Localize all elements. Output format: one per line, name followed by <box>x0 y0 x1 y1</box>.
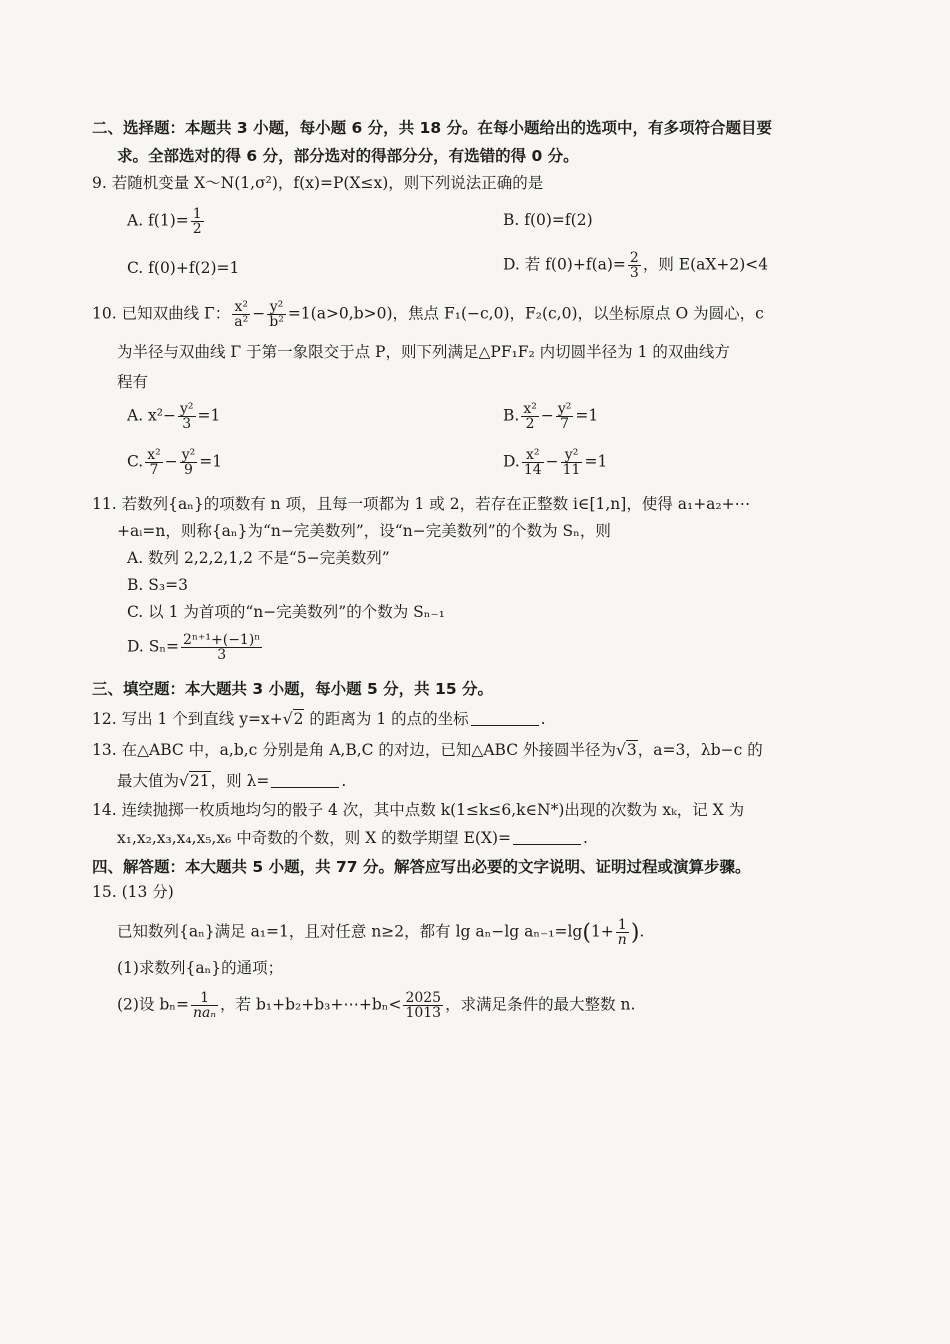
section-heading-multiple-choice: 二、选择题：本题共 3 小题，每小题 6 分，共 18 分。在每小题给出的选项中，有多项符合题目要 <box>92 119 773 137</box>
section-heading-multiple-choice-cont: 求。全部选对的得 6 分，部分选对的得部分分，有选错的得 0 分。 <box>117 147 579 165</box>
question-10-stem-cont: 为半径与双曲线 Γ 于第一象限交于点 P，则下列满足△PF₁F₂ 内切圆半径为 1 的双曲线方 <box>117 343 730 361</box>
question-11-option-a: A. 数列 2,2,2,1,2 不是“5−完美数列” <box>127 549 390 567</box>
question-10-option-d: D. $\frac{\text{x²}}{14}$ − $\frac{\text{y²}}{11}$ =1 <box>503 447 608 478</box>
question-11-stem-cont: +aᵢ=n，则称{aₙ}为“n−完美数列”，设“n−完美数列”的个数为 Sₙ，则 <box>117 522 611 540</box>
section-heading-fill-in: 三、填空题：本大题共 3 小题，每小题 5 分，共 15 分。 <box>92 680 494 698</box>
question-10-option-b: B. $\frac{\text{x²}}{2}$ − $\frac{\text{y²}}{7}$ =1 <box>503 401 599 432</box>
question-9-option-c: C. f(0)+f(2)=1 <box>127 259 240 277</box>
question-14: 14. 连续抛掷一枚质地均匀的骰子 4 次，其中点数 k(1≤k≤6,k∈N*)出现的次数为 xₖ，记 X 为 <box>92 801 745 819</box>
question-11-option-d: D. Sₙ= $\frac{\text{2ⁿ⁺¹+(−1)ⁿ}}{3}$ <box>127 632 261 663</box>
question-9-option-b: B. f(0)=f(2) <box>503 211 593 229</box>
question-15-part-1: (1)求数列{aₙ}的通项； <box>117 959 284 977</box>
question-10-stem: 10. 已知双曲线 Γ： $\frac{\text{x²}}{\text{a²}}$ − $\frac{\text{y²}}{\text{b²}}$ =1(a>0,b>0)，焦点 F₁(−c,0)，F₂(c,0)，以坐标原点 O 为圆心，c <box>92 299 764 330</box>
question-15-header: 15. (13 分) <box>92 883 174 901</box>
answer-blank[interactable] <box>271 773 339 788</box>
question-10-option-c: C. $\frac{\text{x²}}{7}$ − $\frac{\text{y²}}{9}$ =1 <box>127 447 223 478</box>
question-10-stem-end: 程有 <box>117 373 149 391</box>
question-10-option-a: A. x²− $\frac{\text{y²}}{3}$ =1 <box>127 401 221 432</box>
fraction: $\frac{1}{2}$ <box>192 206 202 237</box>
question-11-option-c: C. 以 1 为首项的“n−完美数列”的个数为 Sₙ₋₁ <box>127 603 445 621</box>
fraction: $\frac{2}{3}$ <box>629 250 639 281</box>
question-13-cont: 最大值为√21，则 λ= . <box>117 772 347 790</box>
question-9-option-a: A. f(1)= $\frac{1}{2}$ <box>127 206 202 237</box>
answer-blank[interactable] <box>471 711 539 726</box>
question-15-part-2: (2)设 bₙ= $\frac{1}{\text{naₙ}}$ ，若 b₁+b₂+b₃+⋯+bₙ< $\frac{2025}{1013}$ ，求满足条件的最大整数 n. <box>117 990 636 1021</box>
question-11-stem: 11. 若数列{aₙ}的项数有 n 项，且每一项都为 1 或 2，若存在正整数 i∈[1,n]，使得 a₁+a₂+⋯ <box>92 495 751 513</box>
question-15-stem: 已知数列{aₙ}满足 a₁=1，且对任意 n≥2，都有 lg aₙ−lg aₙ₋₁=lg(1+ $\frac{1}{n}$ ). <box>117 917 645 948</box>
question-11-option-b: B. S₃=3 <box>127 576 188 594</box>
question-9-stem: 9. 若随机变量 X～N(1,σ²)，f(x)=P(X≤x)，则下列说法正确的是 <box>92 174 544 192</box>
question-13: 13. 在△ABC 中，a,b,c 分别是角 A,B,C 的对边，已知△ABC 外接圆半径为√3，a=3，λb−c 的 <box>92 741 763 759</box>
section-heading-solutions: 四、解答题：本大题共 5 小题，共 77 分。解答应写出必要的文字说明、证明过程或演算步骤。 <box>92 858 751 876</box>
question-9-option-d: D. 若 f(0)+f(a)= $\frac{2}{3}$ ，则 E(aX+2)<4 <box>503 250 769 281</box>
answer-blank[interactable] <box>513 830 581 845</box>
question-14-cont: x₁,x₂,x₃,x₄,x₅,x₆ 中奇数的个数，则 X 的数学期望 E(X)= . <box>117 829 588 847</box>
question-12: 12. 写出 1 个到直线 y=x+√2 的距离为 1 的点的坐标 . <box>92 710 546 728</box>
